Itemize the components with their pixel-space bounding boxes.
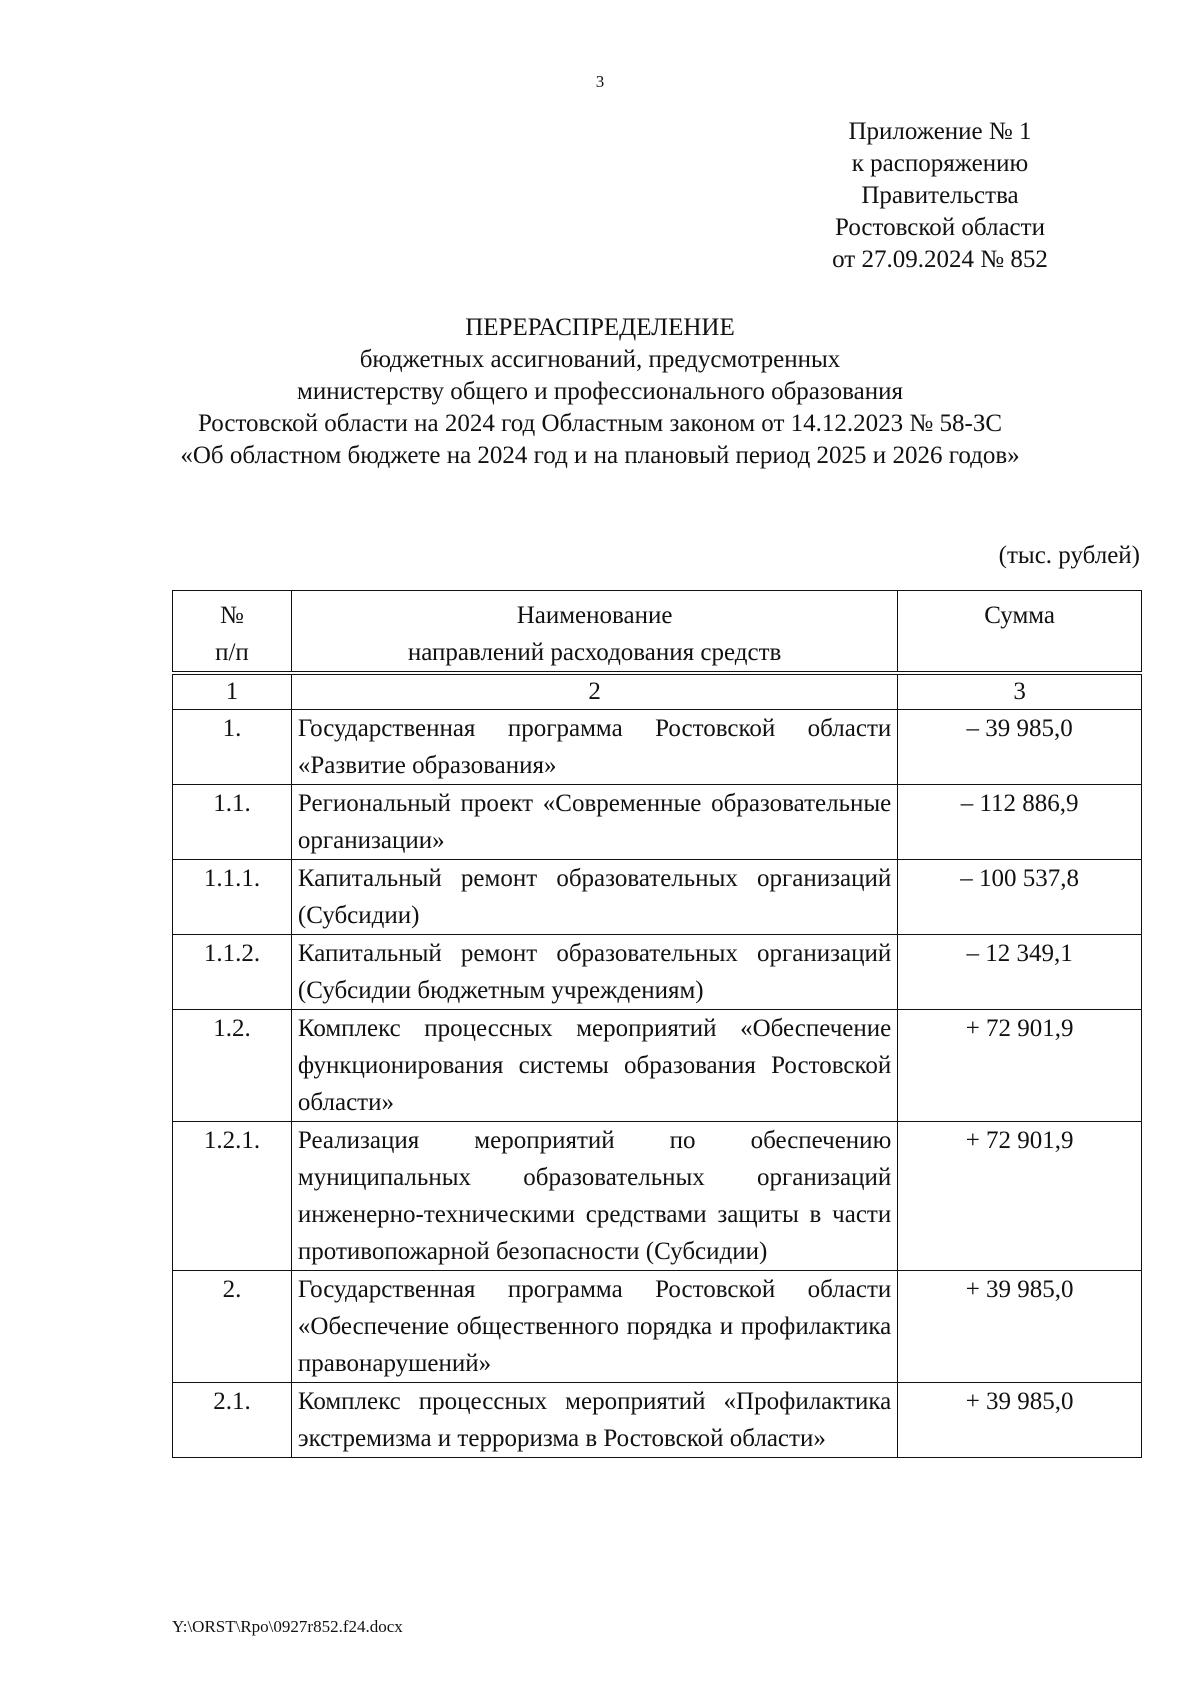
row-name: Государственная программа Ростовской области «Обеспечение общественного порядка и профилактика правонарушений»	[291, 1271, 897, 1383]
row-name: Капитальный ремонт образовательных организаций (Субсидии)	[291, 860, 897, 935]
table-row	[173, 860, 1142, 935]
row-sum: + 39 985,0	[898, 1383, 1142, 1458]
table-header-row	[173, 591, 1142, 674]
row-sum: – 12 349,1	[898, 935, 1142, 1010]
header-sum: Сумма	[898, 591, 1142, 674]
file-path-footer: Y:\ORST\Rpo\0927r852.f24.docx	[172, 1617, 403, 1636]
row-num: 2.	[173, 1271, 292, 1383]
table-row	[173, 1010, 1142, 1122]
appendix-line: от 27.09.2024 № 852	[832, 246, 1048, 273]
appendix-line: Приложение № 1	[848, 118, 1032, 145]
index-cell: 1	[173, 673, 292, 710]
header-num: № п/п	[173, 591, 292, 674]
title-heading: ПЕРЕРАСПРЕДЕЛЕНИЕ	[465, 314, 735, 341]
row-num: 1.2.	[173, 1010, 292, 1122]
page-number: 3	[595, 72, 605, 91]
title-line: Ростовской области на 2024 год Областным законом от 14.12.2023 № 58-ЗС	[197, 410, 1003, 437]
table-row	[173, 935, 1142, 1010]
title-line: «Об областном бюджете на 2024 год и на плановый период 2025 и 2026 годов»	[180, 442, 1020, 469]
appendix-line: Ростовской области	[835, 214, 1045, 241]
row-name: Капитальный ремонт образовательных организаций (Субсидии бюджетным учреждениям)	[291, 935, 897, 1010]
row-num: 1.	[173, 710, 292, 785]
appendix-line: к распоряжению	[851, 150, 1029, 177]
index-cell: 2	[291, 673, 897, 710]
row-num: 1.1.1.	[173, 860, 292, 935]
row-name: Комплекс процессных мероприятий «Обеспечение функционирования системы образования Ростовской области»	[291, 1010, 897, 1122]
row-num: 2.1.	[173, 1383, 292, 1458]
row-sum: – 39 985,0	[898, 710, 1142, 785]
row-sum: + 72 901,9	[898, 1122, 1142, 1271]
row-num: 1.1.	[173, 785, 292, 860]
document-title	[100, 312, 1100, 472]
row-sum: – 112 886,9	[898, 785, 1142, 860]
header-name: Наименование направлений расходования средств	[291, 591, 897, 674]
appendix-block	[820, 116, 1060, 276]
row-sum: + 39 985,0	[898, 1271, 1142, 1383]
units-label: (тыс. рублей)	[998, 542, 1140, 569]
budget-table	[172, 590, 1142, 1458]
row-name: Реализация мероприятий по обеспечению муниципальных образовательных организаций инженерно-техническими средствами защиты в части противопожарной безопасности (Субсидии)	[291, 1122, 897, 1271]
title-line: министерству общего и профессионального образования	[297, 378, 903, 405]
row-num: 1.2.1.	[173, 1122, 292, 1271]
table-row	[173, 785, 1142, 860]
row-name: Региональный проект «Современные образовательные организации»	[291, 785, 897, 860]
table-row	[173, 1383, 1142, 1458]
row-name: Государственная программа Ростовской области «Развитие образования»	[291, 710, 897, 785]
row-name: Комплекс процессных мероприятий «Профилактика экстремизма и терроризма в Ростовской области»	[291, 1383, 897, 1458]
table-index-row	[173, 673, 1142, 710]
table-row	[173, 710, 1142, 785]
row-num: 1.1.2.	[173, 935, 292, 1010]
table-row	[173, 1122, 1142, 1271]
row-sum: – 100 537,8	[898, 860, 1142, 935]
appendix-line: Правительства	[861, 182, 1019, 209]
title-line: бюджетных ассигнований, предусмотренных	[359, 346, 841, 373]
index-cell: 3	[898, 673, 1142, 710]
row-sum: + 72 901,9	[898, 1010, 1142, 1122]
table-row	[173, 1271, 1142, 1383]
